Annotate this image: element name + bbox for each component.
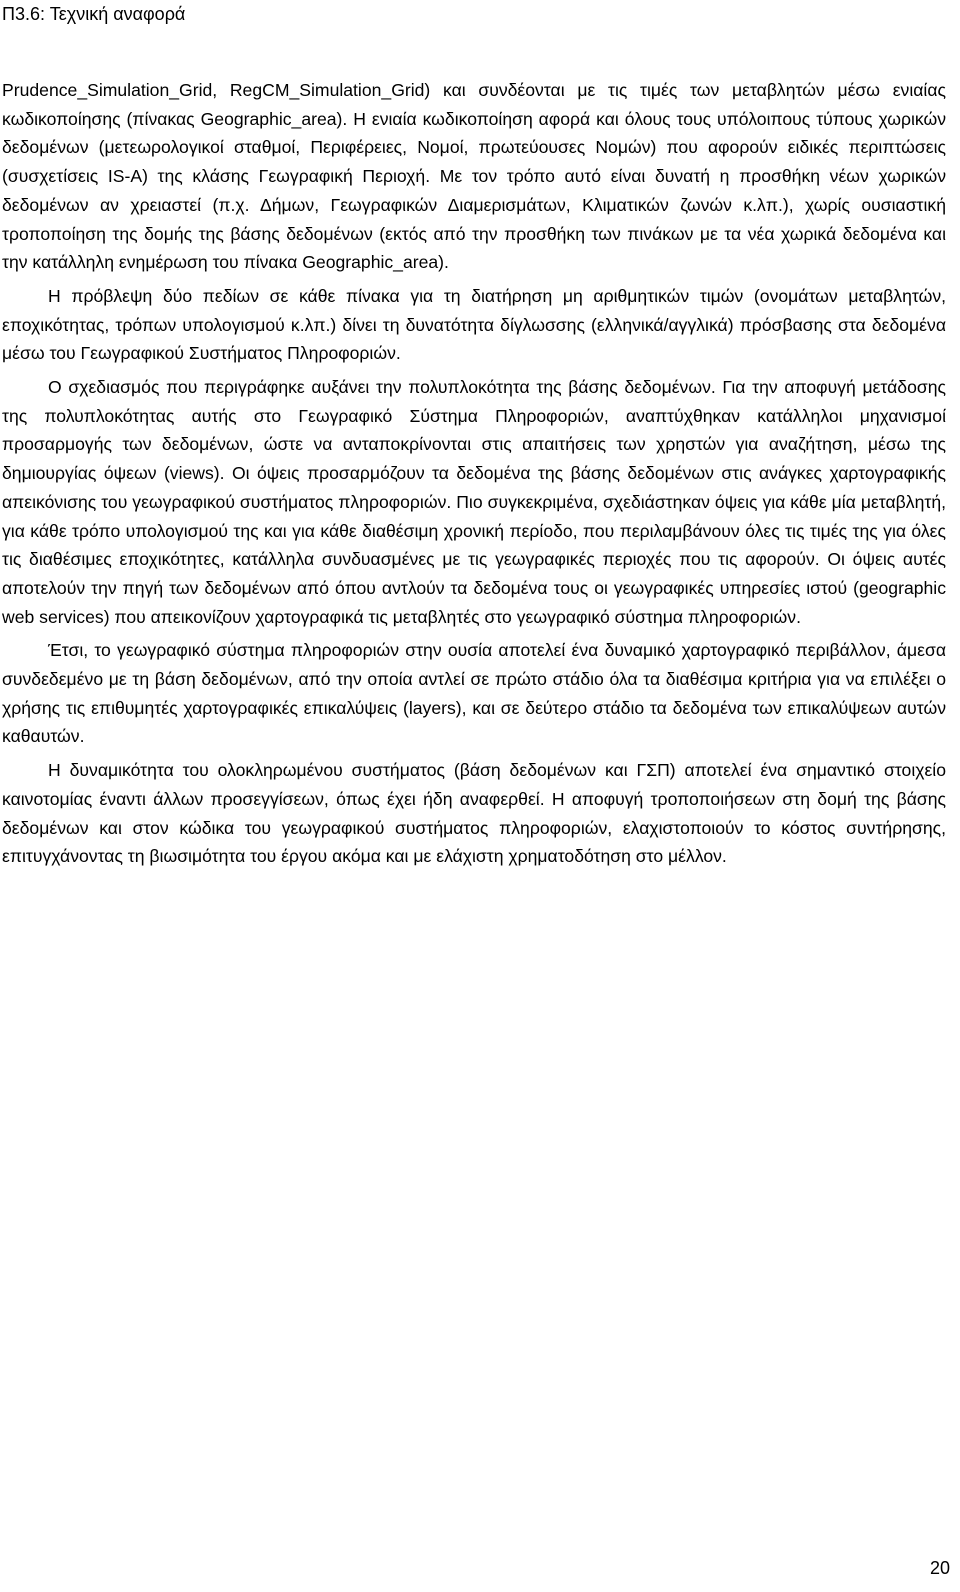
paragraph-2: Η πρόβλεψη δύο πεδίων σε κάθε πίνακα για τη διατήρηση μη αριθμητικών τιμών (ονομάτων μεταβλητών, εποχικότητας, τρόπων υπολογισμού κ.λπ.) δίνει τη δυνατότητα δίγλωσσης (ελληνικά/αγγλικά) πρόσβασης στα δεδομένα μέσω του Γεωγραφικού Συστήματος Πληροφοριών. (2, 285, 946, 364)
document-body (2, 76, 946, 876)
paragraph-1: Prudence_Simulation_Grid, RegCM_Simulation_Grid) και συνδέονται με τις τιμές των μεταβλητών μέσω ενιαίας κωδικοποίησης (πίνακας Geographic_area). Η ενιαία κωδικοποίηση αφορά και όλους τους υπόλοιπους τύπους χωρικών δεδομένων (μετεωρολογικοί σταθμοί, Περιφέρειες, Νομοί, πρωτεύουσες Νομών) που αφορούν ειδικές περιπτώσεις (συσχετίσεις IS-A) της κλάσης Γεωγραφική Περιοχή. Με τον τρόπο αυτό είναι δυνατή η προσθήκη νέων χωρικών δεδομένων αν χρειαστεί (π.χ. Δήμων, Γεωγραφικών Διαμερισμάτων, Κλιματικών ζωνών κ.λπ.), χωρίς ουσιαστική τροποποίηση της δομής της βάσης δεδομένων (εκτός από την προσθήκη των πινάκων με τα νέα χωρικά δεδομένα και την κατάλληλη ενημέρωση του πίνακα Geographic_area). (2, 80, 946, 273)
page-header-title: Π3.6: Τεχνική αναφορά (2, 4, 186, 24)
paragraph-5: Η δυναμικότητα του ολοκληρωμένου συστήματος (βάση δεδομένων και ΓΣΠ) αποτελεί ένα σημαντικό στοιχείο καινοτομίας έναντι άλλων προσεγγίσεων, όπως έχει ήδη αναφερθεί. Η αποφυγή τροποποιήσεων στη δομή της βάσης δεδομένων και στον κώδικα του γεωγραφικού συστήματος πληροφοριών, ελαχιστοποιούν το κόστος συντήρησης, επιτυγχάνοντας τη βιωσιμότητα του έργου ακόμα και με ελάχιστη χρηματοδότηση στο μέλλον. (2, 760, 946, 867)
page-number: 20 (929, 1558, 950, 1578)
paragraph-3: Ο σχεδιασμός που περιγράφηκε αυξάνει την πολυπλοκότητα της βάσης δεδομένων. Για την αποφυγή μετάδοσης της πολυπλοκότητας αυτής στο Γεωγραφικό Σύστημα Πληροφοριών, αναπτύχθηκαν κατάλληλοι μηχανισμοί προσαρμογής των δεδομένων, ώστε να ανταποκρίνονται στις απαιτήσεις των χρηστών για αναζήτηση, μέσω της δημιουργίας όψεων (views). Οι όψεις προσαρμόζουν τα δεδομένα της βάσης δεδομένων στις ανάγκες χαρτογραφικής απεικόνισης του γεωγραφικού συστήματος πληροφοριών. Πιο συγκεκριμένα, σχεδιάστηκαν όψεις για κάθε μία μεταβλητή, για κάθε τρόπο υπολογισμού της και για κάθε διαθέσιμη χρονική περίοδο, που περιλαμβάνουν όλες τις τιμές της για όλες τις διαθέσιμες εποχικότητες, κατάλληλα συνδυασμένες με τις γεωγραφικές περιοχές που τις αφορούν. Οι όψεις αυτές αποτελούν την πηγή των δεδομένων από όπου αντλούν τα δεδομένα τους οι γεωγραφικές υπηρεσίες ιστού (geographic web services) που απεικονίζουν χαρτογραφικά τις μεταβλητές στο γεωγραφικό σύστημα πληροφοριών. (2, 377, 946, 627)
paragraph-4: Έτσι, το γεωγραφικό σύστημα πληροφοριών στην ουσία αποτελεί ένα δυναμικό χαρτογραφικό περιβάλλον, άμεσα συνδεδεμένο με τη βάση δεδομένων, από την οποία αντλεί σε πρώτο στάδιο όλα τα διαθέσιμα κριτήρια για να επιλέξει ο χρήσης τις επιθυμητές χαρτογραφικές επικαλύψεις (layers), και σε δεύτερο στάδιο τα δεδομένα των επικαλύψεων αυτών καθαυτών. (2, 640, 946, 747)
